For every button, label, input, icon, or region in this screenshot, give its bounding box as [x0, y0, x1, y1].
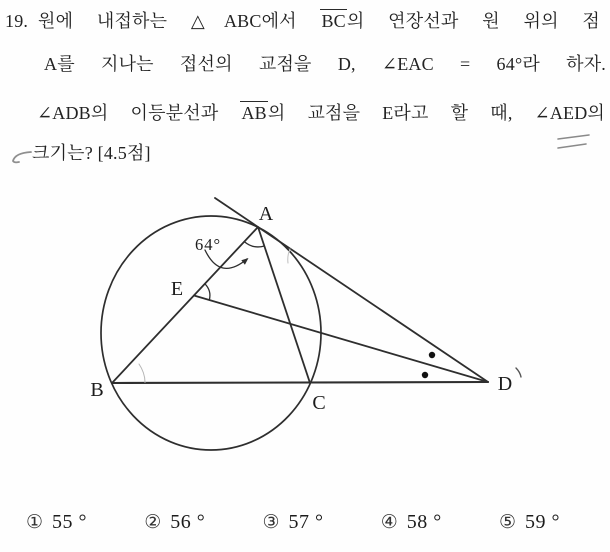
choice-3-value: 57 °: [288, 511, 324, 533]
question-line-2: [44, 51, 606, 77]
choice-5-value: 59 °: [524, 511, 560, 533]
equal-angle-dot-1: [429, 352, 435, 358]
choice-2[interactable]: [144, 510, 205, 535]
d-tick-mark: [516, 368, 521, 377]
line3-pre: ∠ADB의 이등분선과: [37, 103, 241, 123]
question-line-4: [32, 140, 151, 166]
handwritten-swoosh: [13, 152, 31, 162]
handwritten-double-underline: [558, 135, 589, 148]
arrowhead: [241, 258, 248, 265]
choice-1-value: 55 °: [52, 511, 88, 533]
angle-arc-b: [139, 364, 145, 383]
choice-1-marker: ①: [26, 512, 44, 533]
line-ac: [258, 227, 310, 383]
line3-post: 의 교점을 E라고 할 때, ∠AED의: [267, 103, 605, 123]
choice-3-marker: ③: [262, 512, 280, 533]
line-ab: [112, 227, 258, 383]
question-line-1-text: [38, 8, 600, 34]
choice-5-marker: ⑤: [498, 512, 516, 533]
question-line-4-text: 크기는? [4.5점]: [32, 143, 151, 163]
choice-1[interactable]: [26, 510, 87, 535]
choice-2-value: 56 °: [170, 511, 206, 533]
circle: [101, 216, 321, 450]
question-line-3: [37, 100, 605, 126]
pencil-tick: [288, 249, 290, 263]
line1-pre: 원에 내접하는 △ABC에서: [38, 11, 321, 31]
line1-post: 의 연장선과 원 위의 점: [346, 11, 600, 31]
tangent-ad: [215, 198, 488, 382]
question-line-3-text: [37, 100, 605, 126]
angle-arc-a: [244, 242, 264, 247]
label-point-b: B: [90, 379, 104, 401]
label-point-d: D: [497, 373, 513, 395]
answer-choices: [26, 510, 560, 535]
question-line-1: [5, 8, 600, 34]
choice-4[interactable]: [381, 510, 442, 535]
choice-4-marker: ④: [380, 512, 398, 533]
angle-pointer-arrow: [205, 250, 247, 268]
choice-4-value: 58 °: [406, 511, 442, 533]
equal-angle-dot-2: [422, 372, 428, 378]
line-bcd: [112, 382, 488, 383]
question-number: 19.: [5, 11, 29, 31]
angle-arc-e: [205, 284, 210, 300]
choice-3[interactable]: [262, 510, 323, 535]
question-line-2-text: A를 지나는 접선의 교점을 D, ∠EAC = 64°라 하자.: [44, 54, 606, 74]
label-point-c: C: [312, 392, 326, 414]
segment-AB-overline: AB: [241, 103, 267, 123]
choice-2-marker: ②: [144, 512, 162, 533]
choice-5[interactable]: [499, 510, 560, 535]
label-angle-64: 64°: [195, 235, 222, 254]
label-point-a: A: [258, 203, 274, 225]
label-point-e: E: [170, 278, 184, 300]
bisector-ed: [194, 296, 488, 383]
segment-BC-overline: BC: [321, 11, 346, 31]
